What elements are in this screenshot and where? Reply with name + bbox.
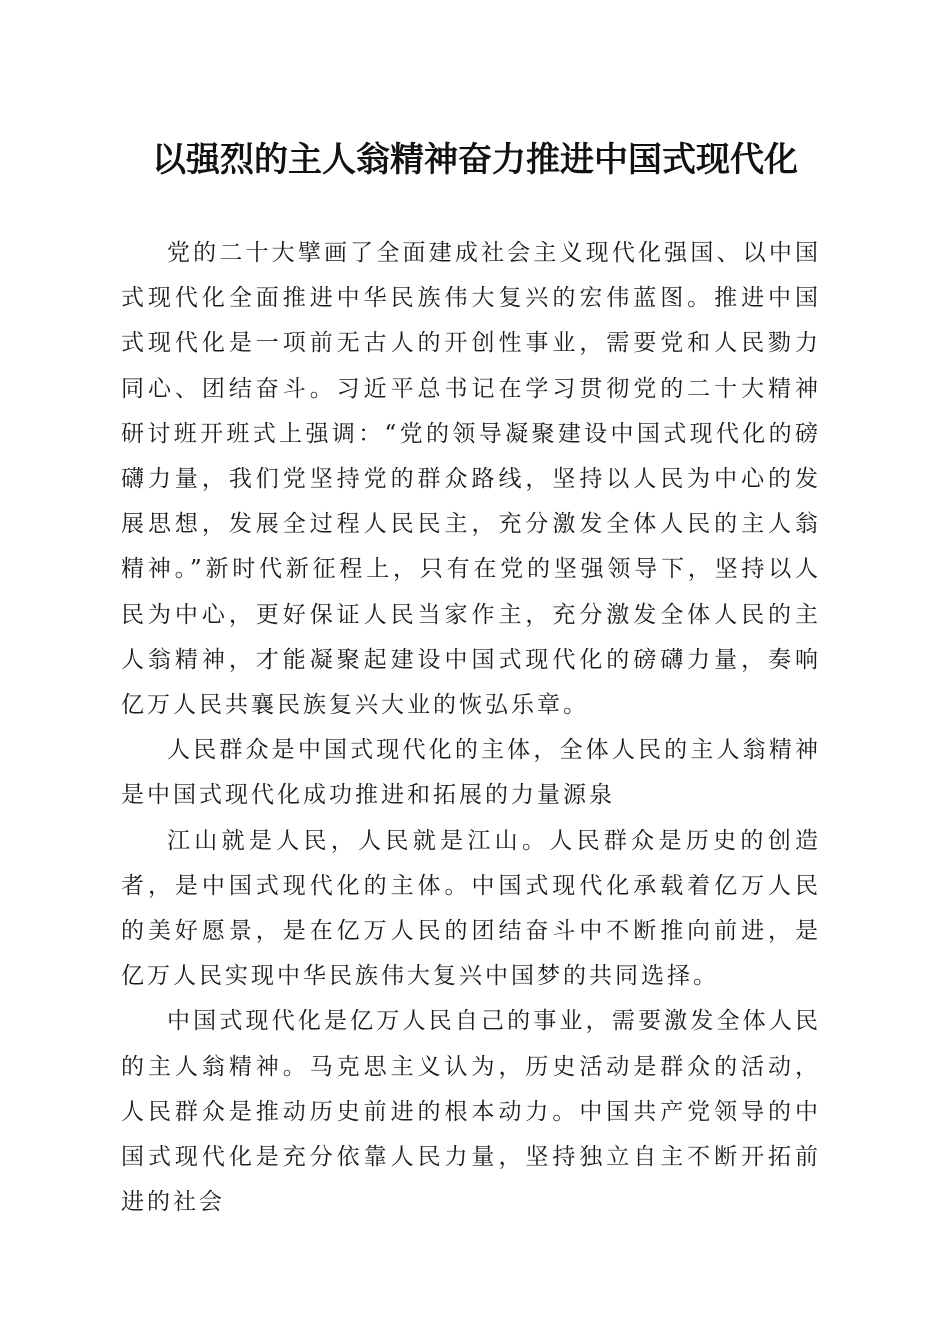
document-title: 以强烈的主人翁精神奋力推进中国式现代化: [152, 140, 798, 180]
paragraph-section-heading: 人民群众是中国式现代化的主体，全体人民的主人翁精神是中国式现代化成功推进和拓展的力量源泉: [121, 737, 821, 809]
paragraph-people-country: 江山就是人民，人民就是江山。人民群众是历史的创造者，是中国式现代化的主体。中国式现代化承载着亿万人民的美好愿景，是在亿万人民的团结奋斗中不断推向前进，是亿万人民实现中华民族伟大复兴中国梦的共同选择。: [121, 827, 821, 990]
paragraph-intro: 党的二十大擘画了全面建成社会主义现代化强国、以中国式现代化全面推进中华民族伟大复兴的宏伟蓝图。推进中国式现代化是一项前无古人的开创性事业，需要党和人民勠力同心、团结奋斗。习近平总书记在学习贯彻党的二十大精神研讨班开班式上强调：“党的领导凝聚建设中国式现代化的磅礴力量，我们党坚持党的群众路线，坚持以人民为中心的发展思想，发展全过程人民民主，充分激发全体人民的主人翁精神。”新时代新征程上，只有在党的坚强领导下，坚持以人民为中心，更好保证人民当家作主，充分激发全体人民的主人翁精神，才能凝聚起建设中国式现代化的磅礴力量，奏响亿万人民共襄民族复兴大业的恢弘乐章。: [121, 240, 821, 719]
document-body: [121, 231, 821, 1225]
paragraph-people-cause: 中国式现代化是亿万人民自己的事业，需要激发全体人民的主人翁精神。马克思主义认为，历史活动是群众的活动，人民群众是推动历史前进的根本动力。中国共产党领导的中国式现代化是充分依靠人民力量，坚持独立自主不断开拓前进的社会: [121, 1008, 821, 1216]
